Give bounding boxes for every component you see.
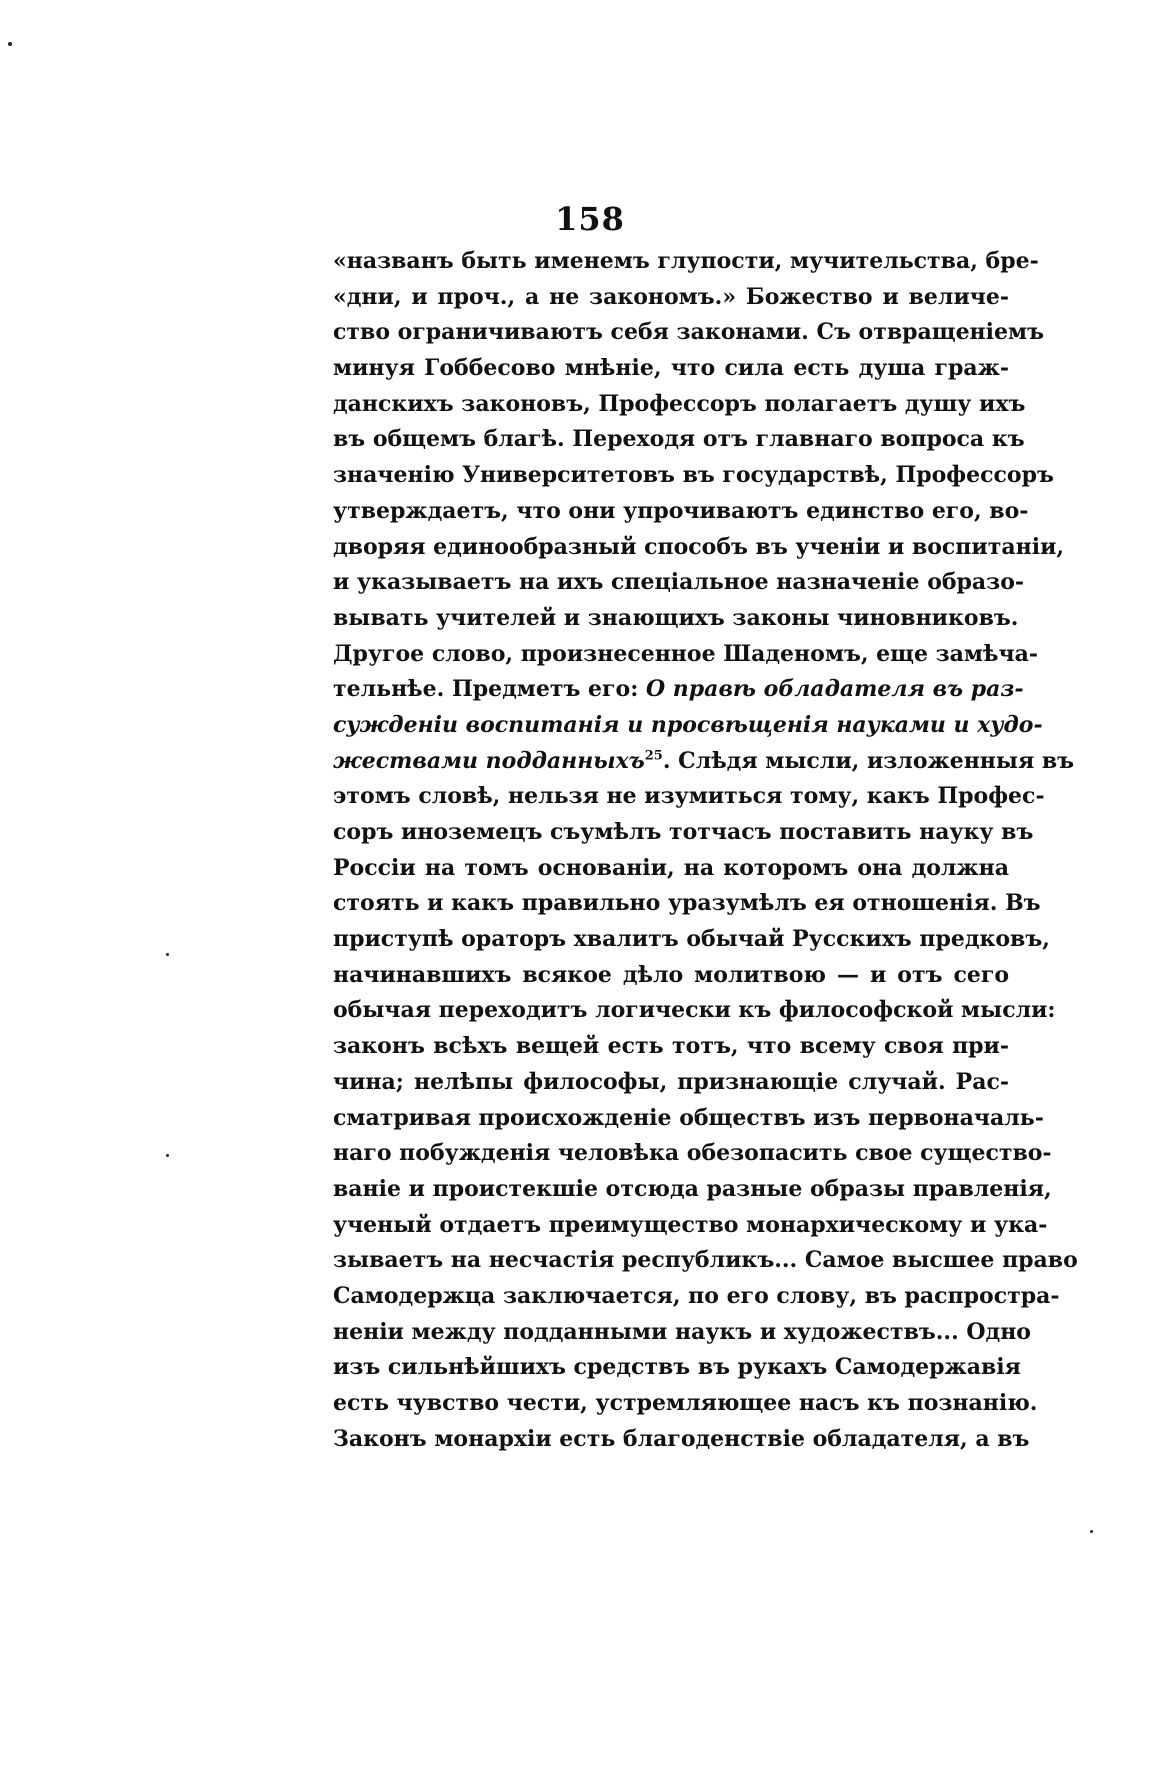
text-line <box>333 422 1025 458</box>
text-line <box>333 958 1009 994</box>
line-text: обычая переходитъ логически къ философской мысли: <box>333 997 1056 1024</box>
line-text: «названъ быть именемъ глупости, мучительства, бре- <box>333 248 1039 274</box>
line-text: данскихъ законовъ, Профессоръ полагаетъ душу ихъ <box>333 390 1026 417</box>
line-text: зываетъ на несчастія республикъ... Самое высшее право <box>333 1247 1078 1274</box>
line-text: . Слѣдя мысли, изложенныя въ <box>662 747 1075 774</box>
text-line <box>333 1386 1038 1422</box>
text-line <box>333 601 1019 637</box>
scan-speck <box>8 42 12 46</box>
line-text: вывать учителей и знающихъ законы чиновниковъ. <box>333 604 1019 631</box>
line-text: Самодержца заключается, по его слову, въ распростра- <box>333 1282 1060 1309</box>
text-line <box>333 1029 1009 1065</box>
scan-speck <box>166 1154 169 1157</box>
italic-text: жествами подданныхъ <box>333 747 645 774</box>
line-text: дворяя единообразный способъ въ ученіи и воспитаніи, <box>333 533 1065 560</box>
text-line <box>333 637 1038 673</box>
line-text: Другое слово, произнесенное Шаденомъ, еще замѣча- <box>333 640 1038 667</box>
text-line <box>333 851 1009 887</box>
line-text: изъ сильнѣйшихъ средствъ въ рукахъ Самодержавія <box>333 1354 1021 1381</box>
line-text: этомъ словѣ, нельзя не изумиться тому, какъ Профес- <box>333 783 1045 810</box>
line-text: законъ всѣхъ вещей есть тотъ, что всему своя при- <box>333 1033 1009 1060</box>
scan-speck <box>1090 1530 1093 1533</box>
text-line <box>333 993 1056 1029</box>
line-text: начинавшихъ всякое дѣло молитвою — и отъ сего <box>333 961 1009 988</box>
text-line <box>333 351 1009 387</box>
text-line <box>333 1101 1044 1137</box>
line-text: ваніе и проистекшіе отсюда разные образы правленія, <box>333 1175 1052 1202</box>
text-line <box>333 315 1045 351</box>
text-line <box>333 744 1075 780</box>
text-line <box>333 1065 1009 1101</box>
line-text: приступѣ ораторъ хвалитъ обычай Русскихъ предковъ, <box>333 926 1050 953</box>
scan-speck <box>166 953 169 956</box>
text-line <box>333 530 1065 566</box>
line-text: неніи между подданными наукъ и художествъ... Одно <box>333 1318 1031 1345</box>
text-line <box>333 922 1050 958</box>
page-number: 158 <box>555 200 625 238</box>
text-line <box>333 779 1045 815</box>
line-text: и указываетъ на ихъ спеціальное назначеніе образо- <box>333 569 1025 596</box>
body-text <box>333 244 1078 1457</box>
line-text: значенію Университетовъ въ государствѣ, Профессоръ <box>333 462 1054 489</box>
italic-text: О правѣ обладателя въ раз- <box>645 676 1024 703</box>
text-line <box>333 1350 1021 1386</box>
line-text: въ общемъ благѣ. Переходя отъ главнаго вопроса къ <box>333 426 1025 453</box>
text-line <box>333 244 1039 280</box>
line-text: соръ иноземецъ съумѣлъ тотчасъ поставить науку въ <box>333 819 1034 845</box>
footnote-ref: 25 <box>644 748 663 764</box>
text-line <box>333 1172 1052 1208</box>
line-text: чина; нелѣпы философы, признающіе случай. Рас- <box>333 1068 1009 1095</box>
text-line <box>333 1208 1048 1244</box>
text-line <box>333 1279 1060 1315</box>
text-line <box>333 815 1034 851</box>
line-text: Россіи на томъ основаніи, на которомъ она должна <box>333 854 1009 881</box>
text-line <box>333 886 1041 922</box>
line-text: есть чувство чести, устремляющее насъ къ познанію. <box>333 1390 1038 1416</box>
text-line <box>333 280 1009 316</box>
text-line <box>333 1422 1030 1458</box>
text-line <box>333 1243 1078 1279</box>
italic-text: сужденіи воспитанія и просвѣщенія науками и худо- <box>333 711 1043 738</box>
line-text: тельнѣе. Предметъ его: <box>333 676 646 703</box>
line-text: стоять и какъ правильно уразумѣлъ ея отношенія. Въ <box>333 890 1041 917</box>
line-text: ученый отдаетъ преимущество монархическому и ука- <box>333 1211 1048 1238</box>
line-text: «дни, и проч., а не закономъ.» Божество и величе- <box>333 283 1009 310</box>
line-text: минуя Гоббесово мнѣніе, что сила есть душа граж- <box>333 355 1009 382</box>
line-text: наго побужденія человѣка обезопасить свое существо- <box>333 1140 1052 1167</box>
line-text: утверждаетъ, что они упрочиваютъ единство его, во- <box>333 497 1029 524</box>
line-text: ство ограничиваютъ себя законами. Съ отвращеніемъ <box>333 319 1045 346</box>
text-line <box>333 565 1025 601</box>
text-line <box>333 1315 1031 1351</box>
text-line <box>333 708 1043 744</box>
text-line <box>333 458 1054 494</box>
line-text: сматривая происхожденіе обществъ изъ первоначаль- <box>333 1104 1044 1131</box>
line-text: Законъ монархіи есть благоденствіе обладателя, а въ <box>333 1425 1030 1452</box>
text-line <box>333 1136 1052 1172</box>
text-line <box>333 387 1026 423</box>
text-line <box>333 494 1029 530</box>
text-line <box>333 672 1024 708</box>
